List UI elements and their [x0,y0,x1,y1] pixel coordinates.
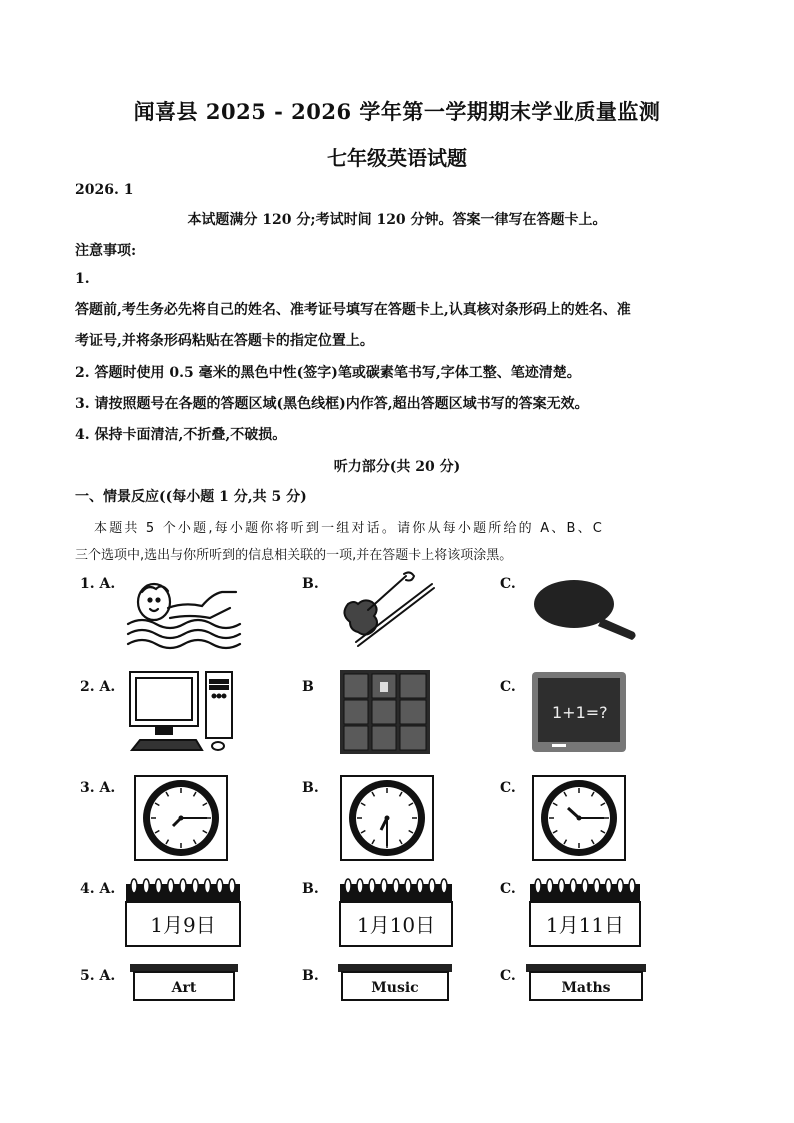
q3-label-c: C. [500,780,516,796]
exam-title: 闻喜县 2025 - 2026 学年第一学期期末学业质量监测 [133,99,661,124]
calendar-ring [217,879,223,893]
calendar-ring [617,879,623,893]
book-icon [128,962,240,1002]
note-item-2: 2. 答题时使用 0.5 毫米的黑色中性(签字)笔或碳素笔书写,字体工整、笔迹清楚。 [75,365,581,381]
calendar-ring [629,879,635,893]
calendar-ring [180,879,186,893]
book-title: Maths [561,980,611,996]
book-title: Art [171,980,197,996]
calendar-ring [345,879,351,893]
calendar-ring [570,879,576,893]
listening-section-title: 听力部分(共 20 分) [333,459,461,475]
swimming-icon [124,578,248,650]
q2-label-b: B [302,679,314,695]
part-1-description-line-2: 三个选项中,选出与你所听到的信息相关联的一项,并在答题卡上将该项涂黑。 [75,548,513,563]
q3-label-b: B. [302,780,319,796]
clock-icon [134,775,228,861]
calendar-ring [192,879,198,893]
blackboard-text: 1+1=? [552,703,608,722]
calendar-ring [168,879,174,893]
book-icon [336,962,454,1002]
calendar-ring [229,879,235,893]
calendar-ring [369,879,375,893]
calendar-ring [429,879,435,893]
clock-icon [340,775,434,861]
calendar-ring [131,879,137,893]
q4-label-c: C. [500,881,516,897]
calendar-ring [441,879,447,893]
q1-label-c: C. [500,576,516,592]
book-title: Music [371,980,419,996]
table-tennis-paddle-icon [532,578,640,642]
exam-date: 2026. 1 [75,182,134,198]
calendar-date: 1月11日 [545,913,625,937]
q3-label-a: 3. A. [80,780,116,796]
calendar-ring [405,879,411,893]
exam-subtitle: 七年级英语试题 [327,146,467,170]
clock-icon [532,775,626,861]
calendar-icon [124,876,242,948]
blackboard-icon [530,670,628,754]
q2-label-a: 2. A. [80,679,116,695]
note-item-1-line-2: 考证号,并将条形码粘贴在答题卡的指定位置上。 [75,333,374,349]
notes-heading: 注意事项: [75,243,137,259]
calendar-ring [547,879,553,893]
q5-label-c: C. [500,968,516,984]
q5-label-b: B. [302,968,319,984]
calendar-icon [528,876,642,948]
calendar-icon [338,876,454,948]
note-item-1-number: 1. [75,271,90,287]
note-item-1-line-1: 答题前,考生务必先将自己的姓名、准考证号填写在答题卡上,认真核对条形码上的姓名、准 [75,302,631,318]
calendar-ring [594,879,600,893]
part-1-description-line-1: 本题共 5 个小题,每小题你将听到一组对话。请你从每小题所给的 A、B、C [94,521,605,536]
violin-icon [328,570,438,650]
computer-icon [126,668,238,756]
calendar-ring [156,879,162,893]
calendar-date: 1月9日 [150,913,216,937]
calendar-ring [535,879,541,893]
note-item-4: 4. 保持卡面清洁,不折叠,不破损。 [75,427,287,443]
lockers-icon [338,668,432,756]
calendar-ring [393,879,399,893]
part-1-title: 一、情景反应((每小题 1 分,共 5 分) [75,489,307,505]
calendar-ring [357,879,363,893]
note-item-3: 3. 请按照题号在各题的答题区域(黑色线框)内作答,超出答题区域书写的答案无效。 [75,396,589,412]
calendar-ring [143,879,149,893]
q1-label-b: B. [302,576,319,592]
q1-label-a: 1. A. [80,576,116,592]
q5-label-a: 5. A. [80,968,116,984]
q2-label-c: C. [500,679,516,695]
calendar-ring [559,879,565,893]
book-icon [524,962,648,1002]
calendar-ring [381,879,387,893]
q4-label-a: 4. A. [80,881,116,897]
q4-label-b: B. [302,881,319,897]
exam-instruction: 本试题满分 120 分;考试时间 120 分钟。答案一律写在答题卡上。 [187,212,607,228]
calendar-ring [205,879,211,893]
calendar-ring [606,879,612,893]
calendar-ring [417,879,423,893]
calendar-ring [582,879,588,893]
calendar-date: 1月10日 [356,913,436,937]
